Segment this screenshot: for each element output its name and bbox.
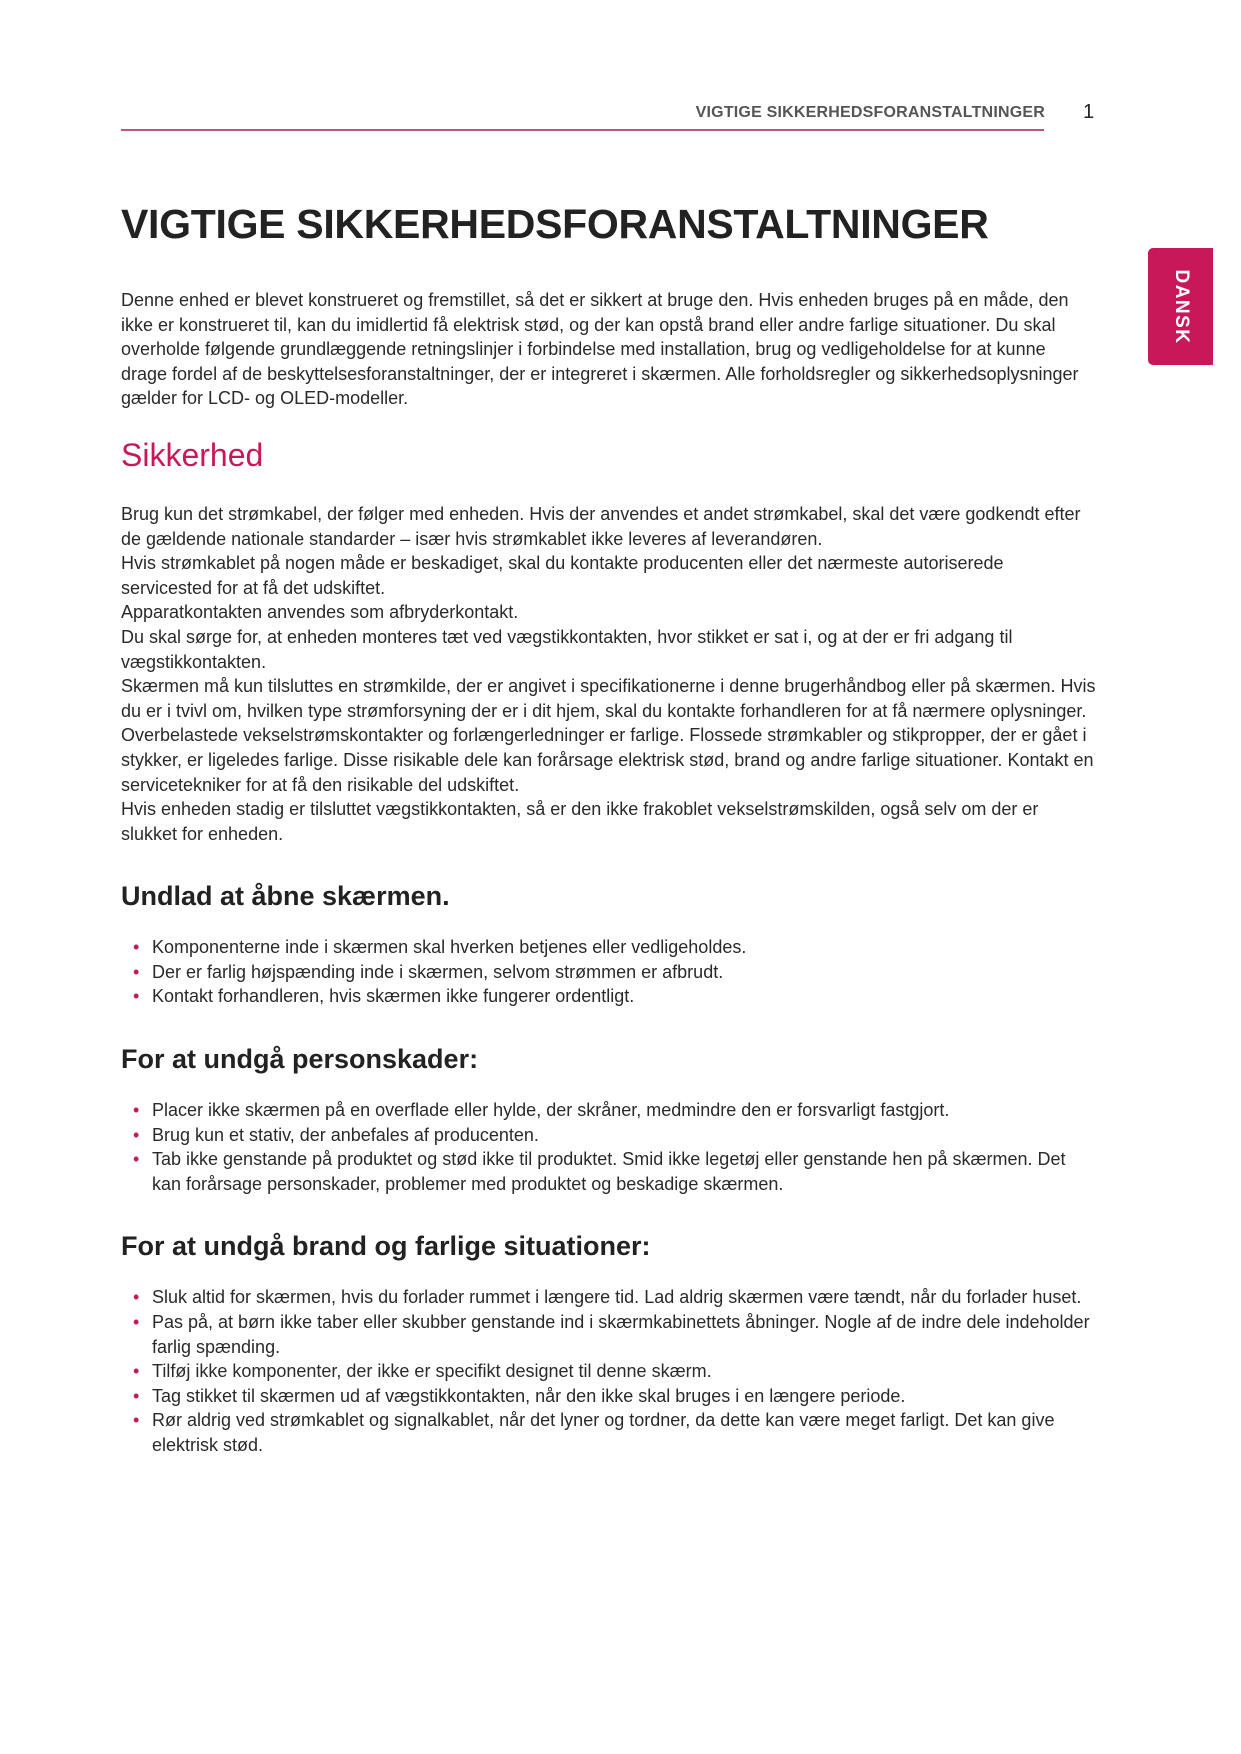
running-header-title: VIGTIGE SIKKERHEDSFORANSTALTNINGER [695,104,1045,121]
section-heading-fire-hazard: For at undgå brand og farlige situationer: [121,1231,651,1262]
bullet-list-fire-hazard [121,1285,1096,1457]
page-title: VIGTIGE SIKKERHEDSFORANSTALTNINGER [121,201,989,247]
bullet-icon: • [133,1287,140,1308]
bullet-list-personal-injury [121,1098,1096,1196]
bullet-list-do-not-open [121,935,1096,1009]
list-item: • Komponenterne inde i skærmen skal hverken betjenes eller vedligeholdes. [121,935,1096,960]
list-item: • Pas på, at børn ikke taber eller skubber genstande ind i skærmkabinettets åbninger. Nogle af de indre dele indeholder farlig spænding. [133,1312,1090,1357]
bullet-icon: • [133,1124,140,1145]
safety-paragraph: Apparatkontakten anvendes som afbryderkontakt. [121,602,519,623]
header-rule [121,129,1044,131]
safety-paragraph: Hvis strømkablet på nogen måde er beskadiget, skal du kontakte producenten eller det nærmeste autoriserede servicested for at få det udskiftet. [121,553,1004,598]
list-item: • Sluk altid for skærmen, hvis du forlader rummet i længere tid. Lad aldrig skærmen være tændt, når du forlader huset. [121,1285,1096,1310]
bullet-icon: • [133,1410,140,1431]
bullet-icon: • [133,986,140,1007]
intro-paragraph: Denne enhed er blevet konstrueret og fremstillet, så det er sikkert at bruge den. Hvis enheden bruges på en måde, den ikke er konstrueret til, kan du imidlertid få elektrisk stød, og der kan opstå brand eller andre farlige situationer. Du skal overholde følgende grundlæggende retningslinjer i forbindelse med installation, brug og vedligeholdelse for at kunne drage fordel af de beskyttelsesforanstaltninger, der er integreret i skærmen. Alle forholdsregler og sikkerhedsoplysninger gælder for LCD- og OLED-modeller. [121,290,1079,409]
section-heading-do-not-open: Undlad at åbne skærmen. [121,881,450,912]
safety-paragraph: Skærmen må kun tilsluttes en strømkilde, der er angivet i specifikationerne i denne brugerhåndbog eller på skærmen. Hvis du er i tvivl om, hvilken type strømforsyning der er i dit hjem, skal du kontakte forhandleren for at få nærmere oplysninger. [121,676,1096,721]
list-item: • Tag stikket til skærmen ud af vægstikkontakten, når den ikke skal bruges i en længere periode. [121,1384,1096,1409]
safety-heading: Sikkerhed [121,436,264,473]
list-item: • Der er farlig højspænding inde i skærmen, selvom strømmen er afbrudt. [121,960,1096,985]
page-content [121,196,1096,1458]
list-item: • Brug kun et stativ, der anbefales af producenten. [121,1123,1096,1148]
bullet-icon: • [133,1312,140,1333]
language-tab [1148,248,1213,365]
list-item: • Rør aldrig ved strømkablet og signalkablet, når det lyner og tordner, da dette kan være meget farligt. Det kan give elektrisk stød. [133,1410,1055,1455]
bullet-icon: • [133,937,140,958]
list-item: • Placer ikke skærmen på en overflade eller hylde, der skråner, medmindre den er forsvarligt fastgjort. [121,1098,1096,1123]
list-item: • Kontakt forhandleren, hvis skærmen ikke fungerer ordentligt. [121,984,1096,1009]
bullet-icon: • [133,1149,140,1170]
safety-paragraph: Overbelastede vekselstrømskontakter og forlængerledninger er farlige. Flossede strømkabler og stikpropper, der er gået i stykker, er ligeledes farlige. Disse risikable dele kan forårsage elektrisk stød, brand og andre farlige situationer. Kontakt en servicetekniker for at få den risikable del udskiftet. [121,725,1094,795]
language-tab-label: DANSK [1170,268,1192,345]
bullet-icon: • [133,1361,140,1382]
page-number: 1 [1083,101,1095,123]
safety-paragraph: Du skal sørge for, at enheden monteres tæt ved vægstikkontakten, hvor stikket er sat i, og at der er fri adgang til vægstikkontakten. [121,626,1013,672]
bullet-icon: • [133,961,140,982]
safety-paragraph: Hvis enheden stadig er tilsluttet vægstikkontakten, så er den ikke frakoblet vekselstrømskilden, også selv om der er slukket for enheden. [121,799,1039,844]
list-item: • Tilføj ikke komponenter, der ikke er specifikt designet til denne skærm. [121,1359,1096,1384]
bullet-icon: • [133,1100,140,1121]
safety-paragraphs [121,502,1096,846]
safety-paragraph: Brug kun det strømkabel, der følger med enheden. Hvis der anvendes et andet strømkabel, skal det være godkendt efter de gældende nationale standarder – især hvis strømkablet ikke leveres af leverandøren. [121,503,1081,549]
list-item: • Tab ikke genstande på produktet og stød ikke til produktet. Smid ikke legetøj eller genstande hen på skærmen. Det kan forårsage personskader, problemer med produktet og beskadige skærmen. [133,1149,1066,1194]
section-heading-personal-injury: For at undgå personskader: [121,1044,479,1075]
bullet-icon: • [133,1385,140,1406]
